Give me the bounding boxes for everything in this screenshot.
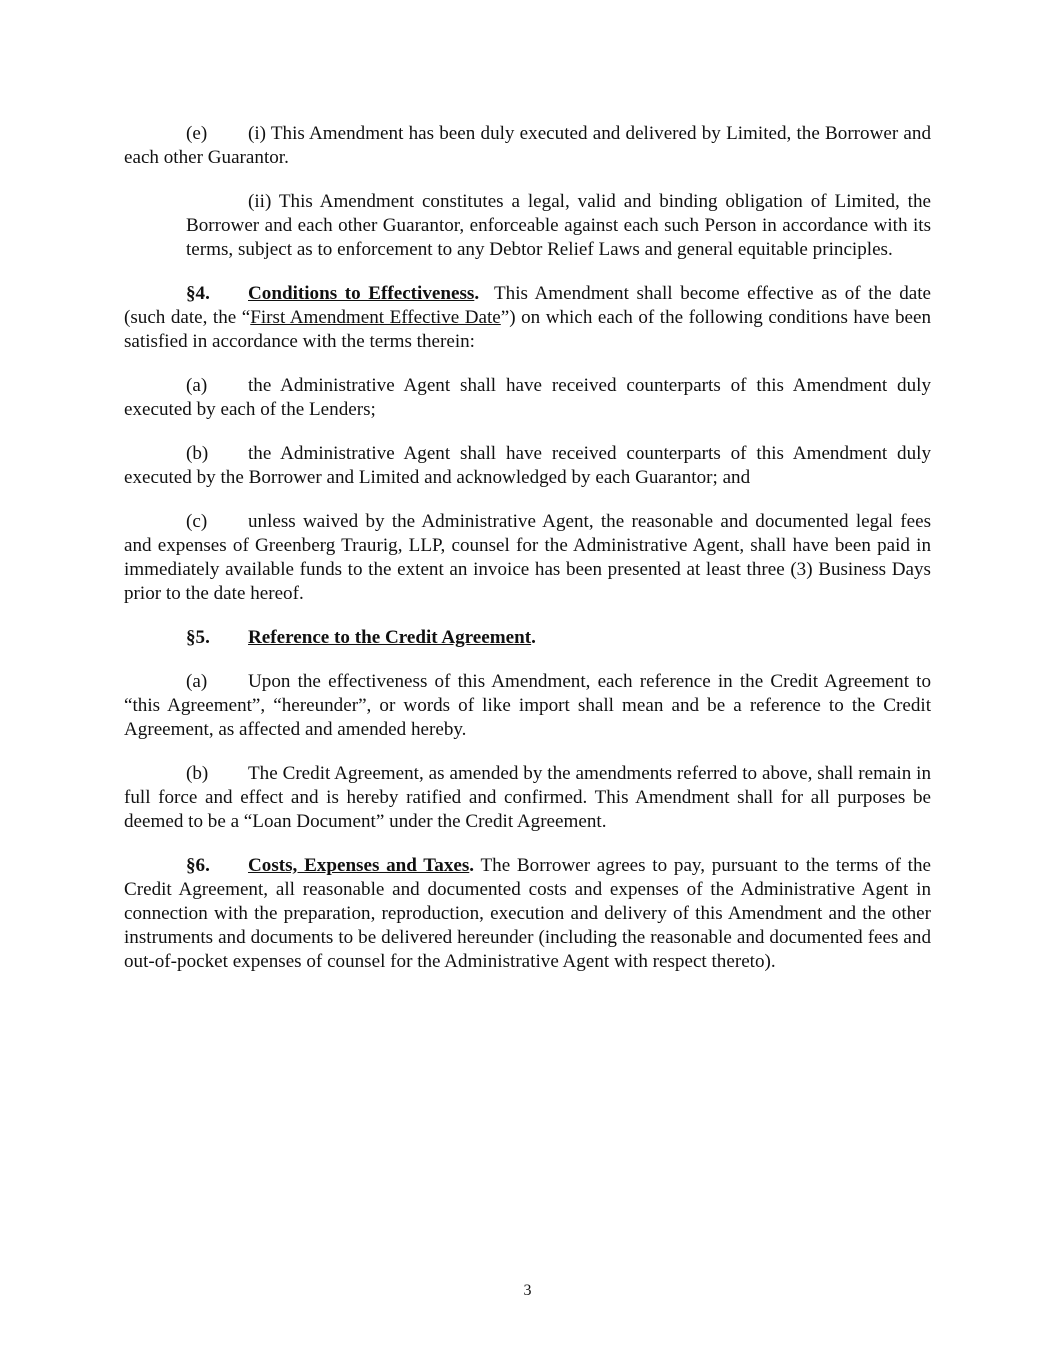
paragraph-label: (b) xyxy=(186,763,209,784)
paragraph-e xyxy=(124,122,931,170)
paragraph-label: (a) xyxy=(186,671,208,692)
paragraph-4a xyxy=(124,374,931,422)
document-body xyxy=(124,122,931,994)
section-6 xyxy=(124,854,931,974)
paragraph-4b xyxy=(124,442,931,490)
paragraph-text: unless waived by the Administrative Agent, the reasonable and documented legal fees and expenses of Greenberg Traurig, LLP, counsel for the Administrative Agent, shall have been paid in immediately available funds to the extent an invoice has been presented at least three (3) Business Days prior to the date hereof. xyxy=(124,511,931,604)
paragraph-text: Upon the effectiveness of this Amendment, each reference in the Credit Agreement to “this Agreement”, “hereunder”, or words of like import shall mean and be a reference to the Credit Agreement, as affected and amended hereby. xyxy=(124,671,931,740)
paragraph-4c xyxy=(124,510,931,606)
section-number: §6. xyxy=(186,855,210,876)
heading-period: . xyxy=(469,855,475,876)
paragraph-e-ii xyxy=(186,190,931,262)
section-heading: Costs, Expenses and Taxes xyxy=(248,855,470,876)
paragraph-text: the Administrative Agent shall have received counterparts of this Amendment duly executed by the Borrower and Limited and acknowledged by each Guarantor; and xyxy=(124,443,931,488)
page-number: 3 xyxy=(523,1282,532,1299)
paragraph-text: The Credit Agreement, as amended by the amendments referred to above, shall remain in full force and effect and is hereby ratified and confirmed. This Amendment shall for all purposes be deemed to be a “Loan Document” under the Credit Agreement. xyxy=(124,763,931,832)
paragraph-label: (e) xyxy=(186,123,208,144)
heading-period: . xyxy=(531,627,536,648)
section-5 xyxy=(124,626,931,650)
section-heading: Conditions to Effectiveness xyxy=(248,283,475,304)
paragraph-text: (ii) This Amendment constitutes a legal, valid and binding obligation of Limited, the Borrower and each other Guarantor, enforceable against each such Person in accordance with its terms, subject as to enforcement to any Debtor Relief Laws and general equitable principles. xyxy=(186,191,931,260)
section-text: This Amendment shall become effective as of the date (such date, the “ xyxy=(124,283,932,328)
section-heading: Reference to the Credit Agreement xyxy=(248,627,532,648)
paragraph-text: the Administrative Agent shall have received counterparts of this Amendment duly executed by each of the Lenders; xyxy=(124,375,931,420)
paragraph-5a xyxy=(124,670,931,742)
paragraph-label: (c) xyxy=(186,511,208,532)
defined-term: First Amendment Effective Date xyxy=(250,307,501,328)
heading-period: . xyxy=(474,283,480,304)
paragraph-label: (b) xyxy=(186,443,209,464)
paragraph-label: (a) xyxy=(186,375,208,396)
paragraph-text: (i) This Amendment has been duly executed and delivered by Limited, the Borrower and each other Guarantor. xyxy=(124,123,931,168)
section-number: §4. xyxy=(186,283,210,304)
paragraph-5b xyxy=(124,762,931,834)
section-number: §5. xyxy=(186,627,210,648)
section-text: The Borrower agrees to pay, pursuant to the terms of the Credit Agreement, all reasonable and documented costs and expenses of the Administrative Agent in connection with the preparation, reproduction, execution and delivery of this Amendment and the other instruments and documents to be delivered hereunder (including the reasonable and documented fees and out-of-pocket expenses of counsel for the Administrative Agent with respect thereto). xyxy=(124,855,932,972)
section-4 xyxy=(124,282,931,354)
section-text-continued: ”) on which each of the following conditions have been satisfied in accordance with the terms therein: xyxy=(124,307,931,352)
